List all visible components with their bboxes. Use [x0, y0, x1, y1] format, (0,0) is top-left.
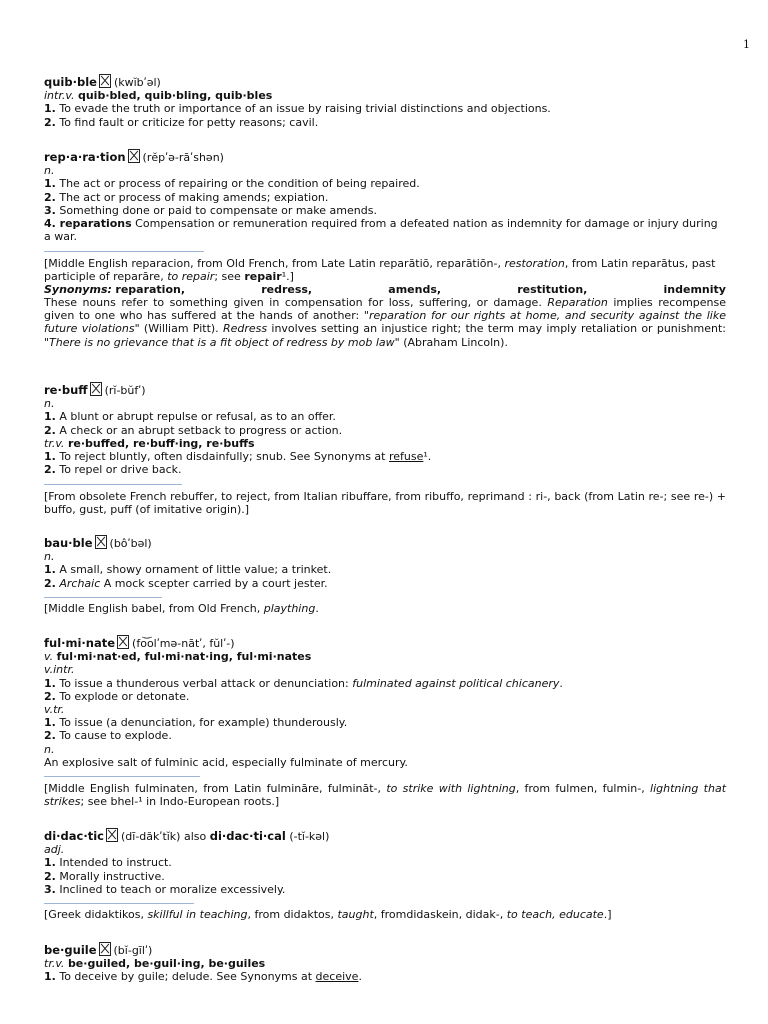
pronunciation: (fo͝olʹmə-nātʹ, fŭlʹ-) — [132, 637, 235, 650]
synonyms-paragraph: These nouns refer to something given in compensation for loss, suffering, or damage. Reparation implies recompense given to one who has suffered at the hands of another: "reparation for our rights at home, and security against the like future violations" (William Pitt). Redress involves setting an injustice right; the term may imply retaliation or punishment: "There is no grievance that is a fit object of redress by mob law" (Abraham Lincoln). — [44, 296, 727, 349]
headword: rep·a·ra·tion — [44, 150, 126, 164]
entry-reparation: rep·a·ra·tion (rĕpʹə-rāʹshən) n. 1. The act or process of repairing or the condition of being repaired. 2. The act or process of making amends; expiation. 3. Something done or paid to compensate or make amends. 4. reparations Compensation or remuneration required from a defeated nation as indemnity for damage or injury during a war. — [44, 150, 718, 244]
entry-rebuff: re·buff (rĭ-bŭfʹ) n. 1. A blunt or abrupt repulse or refusal, as to an offer. 2. A check or an abrupt setback to progress or action. tr.v. re·buffed, re·buff·ing, re·buffs 1. To reject bluntly, often disdainfully; snub. See Synonyms at refuse¹. 2. To repel or drive back. — [44, 383, 432, 477]
etymology-didactic: [Greek didaktikos, skillful in teaching, from didaktos, taught, fromdidaskein, didak-, to teach, educate.] — [44, 908, 612, 921]
headword: ful·mi·nate — [44, 636, 116, 650]
cross-reference-link[interactable]: refuse — [388, 450, 424, 464]
part-of-speech: n. — [44, 164, 55, 178]
missing-glyph-icon — [95, 535, 107, 549]
missing-glyph-icon — [99, 74, 111, 88]
definition: The act or process of making amends; expiation. — [59, 190, 329, 204]
pronunciation: (bĭ-gīlʹ) — [113, 944, 153, 957]
definition: To find fault or criticize for petty reasons; cavil. — [59, 115, 319, 129]
divider — [44, 484, 182, 485]
headword: quib·ble — [44, 75, 97, 89]
pronunciation: (rĕpʹə-rāʹshən) — [142, 151, 224, 164]
definition: The act or process of repairing or the condition of being repaired. — [59, 177, 420, 191]
entry-didactic: di·dac·tic (dī-dăkʹtĭk) also di·dac·ti·cal (-tĭ-kəl) adj. 1. Intended to instruct. 2. Morally instructive. 3. Inclined to teach or moralize excessively. — [44, 829, 330, 896]
entry-bauble: bau·ble (bôʹbəl) n. 1. A small, showy ornament of little value; a trinket. 2. Archaic A mock scepter carried by a court jester. — [44, 536, 332, 590]
divider — [44, 903, 194, 904]
definition: To evade the truth or importance of an issue by raising trivial distinctions and objections. — [59, 102, 551, 116]
definition: Something done or paid to compensate or make amends. — [59, 203, 377, 217]
entry-quibble: quib·ble (kwĭbʹəl) intr.v. quib·bled, quib·bling, quib·bles 1. To evade the truth or importance of an issue by raising trivial distinctions and objections. 2. To find fault or criticize for petty reasons; cavil. — [44, 75, 551, 129]
missing-glyph-icon — [99, 942, 111, 956]
headword: be·guile — [44, 943, 97, 957]
divider — [44, 251, 204, 252]
synonyms-line: Synonyms: reparation, redress, amends, restitution, indemnity — [44, 283, 726, 296]
pronunciation: (rĭ-bŭfʹ) — [104, 384, 146, 397]
page-number: 1 — [743, 38, 750, 51]
divider — [44, 776, 200, 777]
divider — [44, 597, 162, 598]
etymology-reparation: [Middle English reparacion, from Old French, from Late Latin reparātiō, reparātiōn-, restoration, from Latin reparātus, past participle of reparāre, to repair; see repair¹.] — [44, 257, 716, 284]
pronunciation: (kwĭbʹəl) — [113, 76, 161, 89]
entry-beguile: be·guile (bĭ-gīlʹ) tr.v. be·guiled, be·guil·ing, be·guiles 1. To deceive by guile; delude. See Synonyms at deceive. — [44, 943, 362, 984]
synonyms-label: Synonyms: — [44, 283, 112, 296]
etymology-rebuff: [From obsolete French rebuffer, to reject, from Italian ribuffare, from ribuffo, reprimand : ri-, back (from Latin re-; see re-) + buffo, gust, puff (of imitative origin).] — [44, 490, 726, 517]
cross-reference-link[interactable]: deceive — [315, 970, 359, 984]
missing-glyph-icon — [128, 149, 140, 163]
missing-glyph-icon — [90, 382, 102, 396]
definition: Compensation or remuneration required from a defeated nation as indemnity for damage or injury during a war. — [44, 217, 718, 244]
missing-glyph-icon — [106, 828, 118, 842]
headword: bau·ble — [44, 536, 93, 550]
pronunciation: (bôʹbəl) — [109, 537, 152, 550]
headword: di·dac·tic — [44, 829, 104, 843]
missing-glyph-icon — [117, 635, 129, 649]
etymology-fulminate: [Middle English fulminaten, from Latin fulmināre, fulmināt-, to strike with lightning, from fulmen, fulmin-, lightning that strikes; see bhel-¹ in Indo-European roots.] — [44, 782, 727, 809]
entry-fulminate: ful·mi·nate (fo͝olʹmə-nātʹ, fŭlʹ-) v. ful·mi·nat·ed, ful·mi·nat·ing, ful·mi·nates v.intr. 1. To issue a thunderous verbal attack or denunciation: fulminated against political chicanery. 2. To explode or detonate. v.tr. 1. To issue (a denunciation, for example) thunderously. 2. To cause to explode. n. An explosive salt of fulminic acid, especially fulminate of mercury. — [44, 636, 563, 769]
headword: re·buff — [44, 383, 88, 397]
inflections: quib·bled, quib·bling, quib·bles — [77, 89, 273, 103]
etymology-bauble: [Middle English babel, from Old French, plaything. — [44, 602, 319, 615]
part-of-speech: intr.v. — [44, 89, 75, 103]
